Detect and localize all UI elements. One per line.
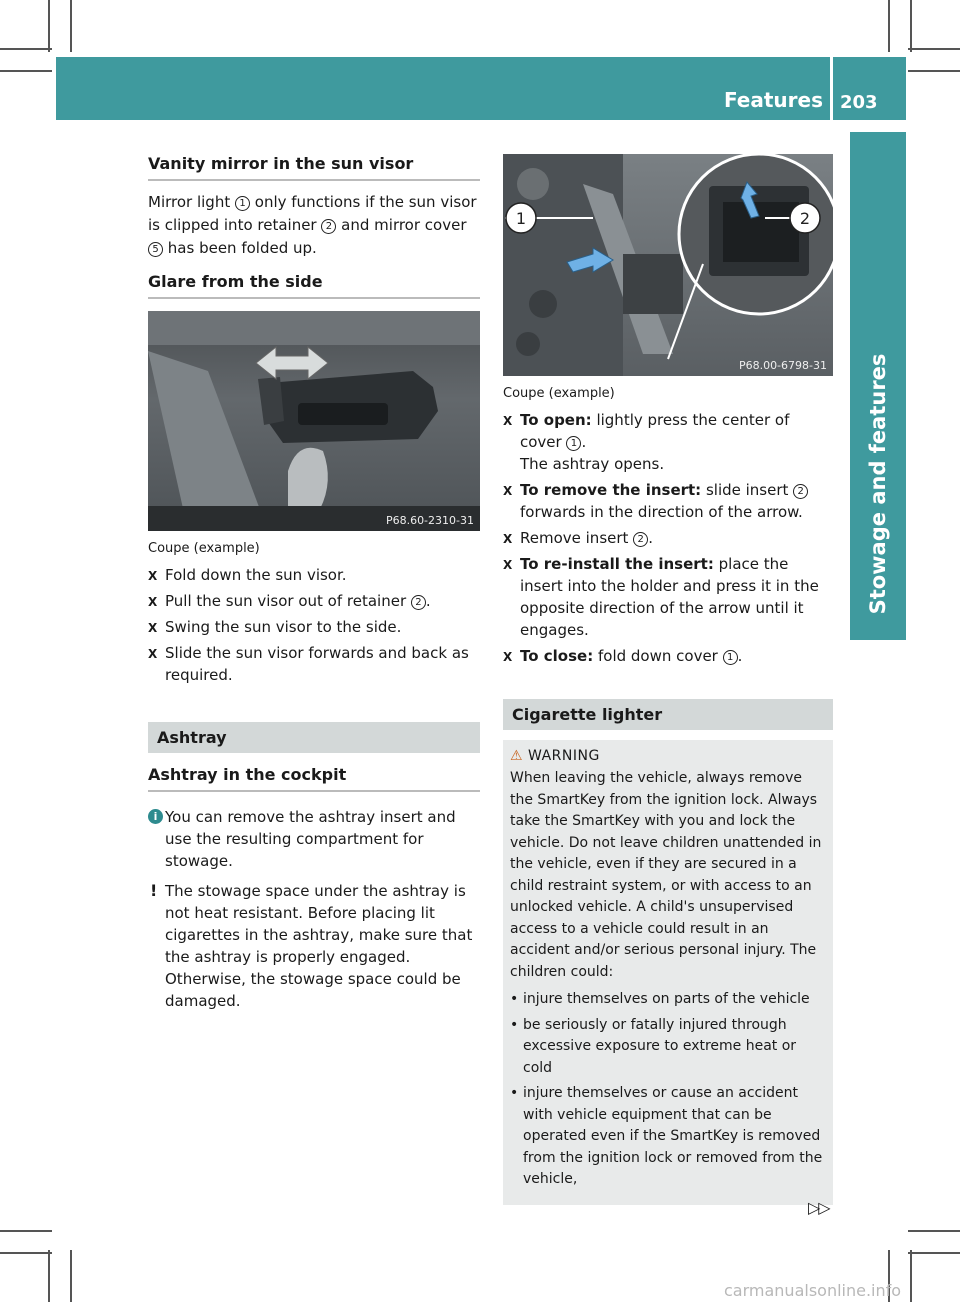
- crop-mark: [70, 0, 72, 52]
- list-item: X Slide the sun visor forwards and back as required.: [148, 644, 469, 684]
- watermark: carmanualsonline.info: [724, 1281, 902, 1300]
- list-item: X Swing the sun visor to the side.: [148, 616, 480, 638]
- left-column: [148, 154, 480, 1012]
- crop-mark: [0, 48, 52, 50]
- crop-mark: [0, 1230, 52, 1232]
- image-caption: Coupe (example): [503, 386, 615, 401]
- crop-mark: [910, 0, 912, 52]
- crop-mark: [0, 1252, 52, 1254]
- image-caption: Coupe (example): [148, 541, 260, 556]
- callout-number: 1: [723, 650, 738, 665]
- callout-1-label: 1: [515, 209, 527, 228]
- callout-number: 2: [633, 532, 648, 547]
- info-note: i You can remove the ashtray insert and use the resulting compartment for stowage.: [148, 806, 480, 872]
- callout-number: 2: [793, 484, 808, 499]
- callout-2-label: 2: [799, 209, 811, 228]
- list-item: • injure themselves on parts of the vehicle: [510, 989, 826, 1011]
- header-divider: [830, 57, 833, 120]
- step-marker-icon: X: [148, 647, 158, 661]
- step-marker-icon: X: [148, 569, 158, 583]
- warning-box: [503, 740, 833, 1205]
- continued-marker: ▷▷: [808, 1198, 829, 1217]
- info-icon: i: [148, 809, 163, 824]
- section-title-vanity-mirror: Vanity mirror in the sun visor: [148, 154, 480, 181]
- image-code: P68.60-2310-31: [385, 514, 474, 527]
- list-item: X Fold down the sun visor.: [148, 564, 480, 586]
- callout-number: 5: [148, 242, 163, 257]
- side-tab-label: Stowage and features: [866, 353, 890, 615]
- image-code: P68.00-6798-31: [738, 359, 827, 372]
- step-marker-icon: X: [503, 414, 513, 428]
- caution-note: ! The stowage space under the ashtray is not heat resistant. Before placing lit cigarettes in the ashtray, make sure that the ashtray is properly engaged. Otherwise, the stowage space could be damaged.: [150, 881, 473, 1010]
- list-item: X Remove insert 2 .: [503, 527, 833, 549]
- warning-title: ⚠ WARNING: [510, 748, 600, 764]
- step-marker-icon: X: [148, 595, 158, 609]
- sun-visor-illustration: [148, 311, 480, 531]
- step-marker-icon: X: [503, 558, 513, 572]
- crop-mark: [908, 48, 960, 50]
- step-marker-icon: X: [148, 621, 158, 635]
- ashtray-steps: [503, 409, 833, 667]
- mirror-light-paragraph: Mirror light 1 only functions if the sun visor is clipped into retainer 2 and mirror cover 5 has been folded up.: [148, 193, 477, 257]
- crop-mark: [48, 0, 50, 52]
- exclamation-icon: !: [150, 881, 158, 900]
- callout-number: 1: [566, 436, 581, 451]
- page-number: 203: [840, 92, 878, 113]
- section-header-cigarette-lighter: Cigarette lighter: [503, 699, 833, 730]
- crop-mark: [908, 70, 960, 72]
- ashtray-illustration: [503, 154, 833, 376]
- list-item: • be seriously or fatally injured through excessive exposure to extreme heat or cold: [510, 1015, 826, 1080]
- chapter-title: Features: [723, 88, 823, 112]
- callout-number: 1: [235, 196, 250, 211]
- crop-mark: [910, 1250, 912, 1302]
- list-item: X To close: fold down cover 1 .: [503, 645, 833, 667]
- step-marker-icon: X: [503, 650, 513, 664]
- section-header-ashtray: Ashtray: [148, 722, 480, 753]
- warning-triangle-icon: ⚠: [510, 748, 524, 764]
- crop-mark: [888, 0, 890, 52]
- sun-visor-photo: [148, 311, 480, 531]
- callout-number: 2: [321, 219, 336, 234]
- callout-number: 2: [411, 595, 426, 610]
- section-title-ashtray-cockpit: Ashtray in the cockpit: [148, 765, 480, 792]
- list-item: X Pull the sun visor out of retainer 2 .: [148, 590, 480, 612]
- section-title-glare: Glare from the side: [148, 272, 480, 299]
- list-item: X To remove the insert: slide insert 2 forwards in the direction of the arrow.: [503, 479, 833, 523]
- crop-mark: [908, 1252, 960, 1254]
- sun-visor-steps: [148, 564, 480, 686]
- step-marker-icon: X: [503, 484, 513, 498]
- crop-mark: [70, 1250, 72, 1302]
- list-item: • injure themselves or cause an accident with vehicle equipment that can be operated even if the SmartKey is removed from the ignition lock or removed from the vehicle,: [510, 1083, 826, 1191]
- crop-mark: [908, 1230, 960, 1232]
- ashtray-photo: [503, 154, 833, 376]
- list-item: X To re-install the insert: place the insert into the holder and press it in the opposite direction of the arrow until it engages.: [503, 555, 819, 639]
- list-item: X To open: lightly press the center of cover 1 . The ashtray opens.: [503, 411, 790, 473]
- warning-bullets: [510, 989, 826, 1191]
- crop-mark: [48, 1250, 50, 1302]
- step-marker-icon: X: [503, 532, 513, 546]
- right-column: [503, 154, 833, 1205]
- crop-mark: [0, 70, 52, 72]
- warning-text: When leaving the vehicle, always remove the SmartKey from the ignition lock. Always take the SmartKey with you and lock the vehicle. Do not leave children unattended in the vehicle, even if they are secured in a child restraint system, or with access to an unlocked vehicle. A child's unsupervised access to a vehicle could result in an accident and/or serious personal injury. The children could:: [510, 770, 822, 980]
